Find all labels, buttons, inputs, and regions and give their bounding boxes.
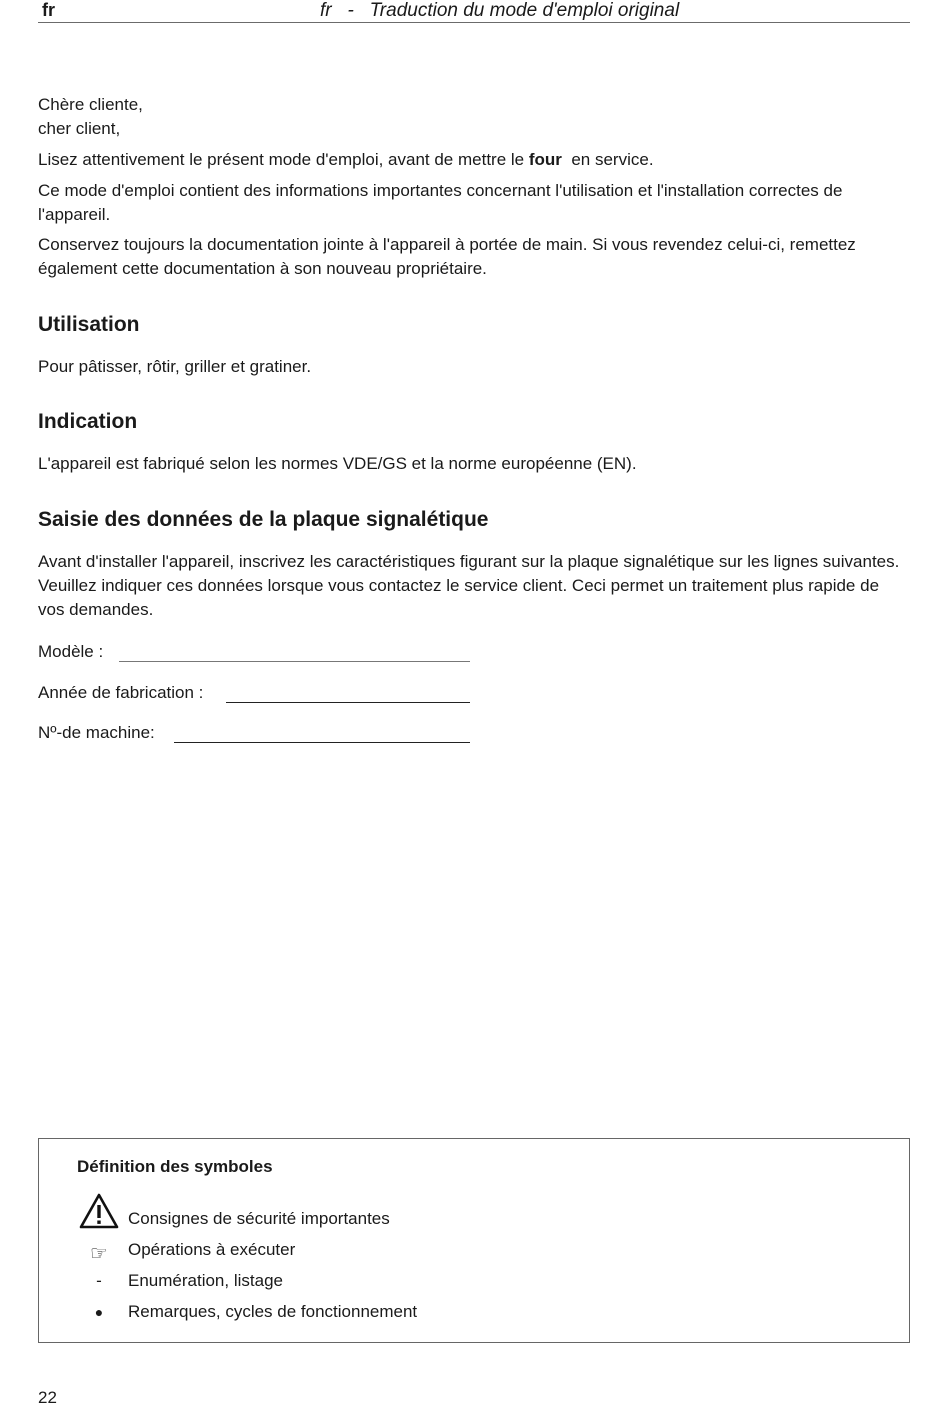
intro-text-before: Lisez attentivement le présent mode d'emploi, avant de mettre le — [38, 150, 529, 169]
symbol-text-remarks: Remarques, cycles de fonctionnement — [128, 1302, 418, 1321]
pointing-hand-icon: ☞ — [90, 1243, 108, 1265]
year-label: Année de fabrication : — [38, 683, 204, 702]
warning-triangle-icon — [75, 1193, 123, 1229]
year-entry-line — [226, 702, 470, 703]
intro-paragraph-1 — [38, 148, 654, 172]
nameplate-heading: Saisie des données de la plaque signalétique — [38, 508, 489, 531]
usage-heading: Utilisation — [38, 313, 140, 336]
language-code: fr — [42, 0, 55, 20]
indication-text: L'appareil est fabriqué selon les normes VDE/GS et la norme européenne (EN). — [38, 454, 637, 473]
machine-number-entry-line — [174, 742, 470, 743]
nameplate-text: Avant d'installer l'appareil, inscrivez les caractéristiques figurant sur la plaque signalétique sur les lignes suivantes. Veuillez indiquer ces données lorsque vous contactez le service client. Ceci permet un traitement plus rapide de vos demandes. — [38, 552, 900, 619]
model-label: Modèle : — [38, 642, 104, 661]
symbols-legend-box — [38, 1138, 910, 1343]
usage-text: Pour pâtisser, rôtir, griller et gratiner. — [38, 357, 312, 376]
machine-number-label: Nº-de machine: — [38, 723, 155, 742]
symbol-text-safety: Consignes de sécurité importantes — [128, 1209, 390, 1228]
page-number: 22 — [38, 1388, 57, 1406]
symbols-title: Définition des symboles — [77, 1157, 273, 1176]
greeting-line-1: Chère cliente, — [38, 95, 143, 114]
document-title: fr - Traduction du mode d'emploi original — [320, 0, 680, 21]
intro-paragraph-2: Ce mode d'emploi contient des informations importantes concernant l'utilisation et l'installation correctes de l'appareil. — [38, 181, 843, 224]
appliance-name: four — [528, 150, 562, 169]
intro-paragraph-3: Conservez toujours la documentation jointe à l'appareil à portée de main. Si vous revendez celui-ci, remettez également cette documentation à son nouveau propriétaire. — [38, 235, 856, 278]
page-header — [38, 0, 910, 23]
intro-text-after: en service. — [561, 150, 654, 169]
greeting-line-2: cher client, — [38, 119, 121, 138]
indication-heading: Indication — [38, 410, 138, 433]
symbol-text-operations: Opérations à exécuter — [128, 1240, 296, 1259]
bullet-icon: ● — [94, 1304, 104, 1320]
symbol-text-enumeration: Enumération, listage — [128, 1271, 283, 1290]
model-entry-line — [119, 661, 470, 662]
dash-icon: - — [96, 1271, 102, 1290]
